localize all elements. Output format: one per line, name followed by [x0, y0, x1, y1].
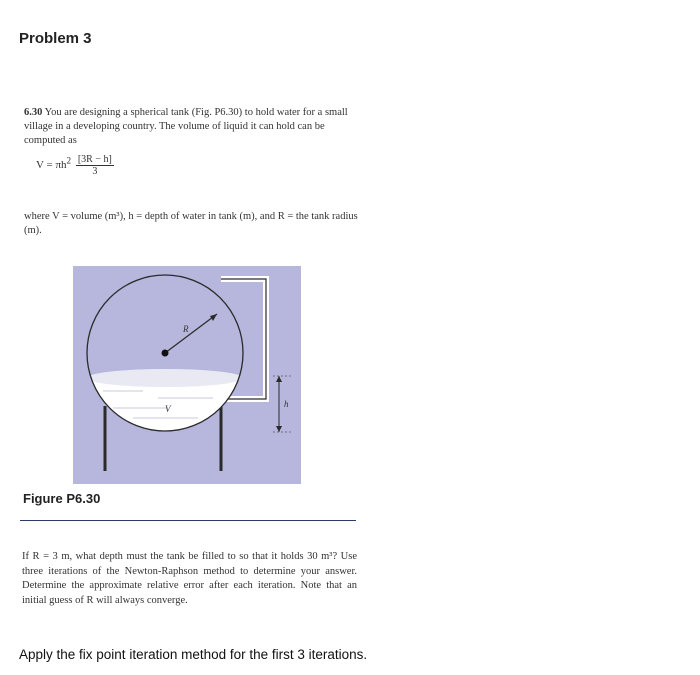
caption-divider — [20, 520, 356, 521]
radius-label: R — [183, 324, 189, 334]
instruction-text: Apply the fix point iteration method for the first 3 iterations. — [19, 647, 368, 662]
volume-formula — [36, 154, 114, 177]
problem-intro: You are designing a spherical tank (Fig. P6.30) to hold water for a small village in a developing country. The volume of liquid it can hold can be computed as — [24, 107, 348, 146]
depth-label: h — [284, 399, 289, 409]
figure-caption: Figure P6.30 — [23, 491, 101, 506]
variable-definitions: where V = volume (m³), h = depth of water in tank (m), and R = the tank radius (m). — [24, 211, 358, 236]
formula-denominator: 3 — [92, 166, 98, 177]
formula-numerator: [3R − h] — [77, 154, 112, 165]
formula-exponent: 2 — [66, 155, 72, 166]
spherical-tank-figure — [73, 266, 301, 484]
question-text: If R = 3 m, what depth must the tank be filled to so that it holds 30 m³? Use three iterations of the Newton-Raphson method to determine your answer. Determine the approximate relative error after each iteration. Note that an initial guess of R will always converge. — [22, 551, 357, 606]
problem-number: 6.30 — [24, 107, 43, 118]
volume-label: V — [165, 404, 171, 414]
center-dot — [162, 350, 169, 357]
water-surface — [87, 369, 243, 387]
formula-lhs: V = πh — [36, 159, 67, 172]
problem-title: Problem 3 — [19, 30, 92, 47]
problem-statement — [24, 106, 359, 148]
formula-fraction — [76, 154, 114, 177]
